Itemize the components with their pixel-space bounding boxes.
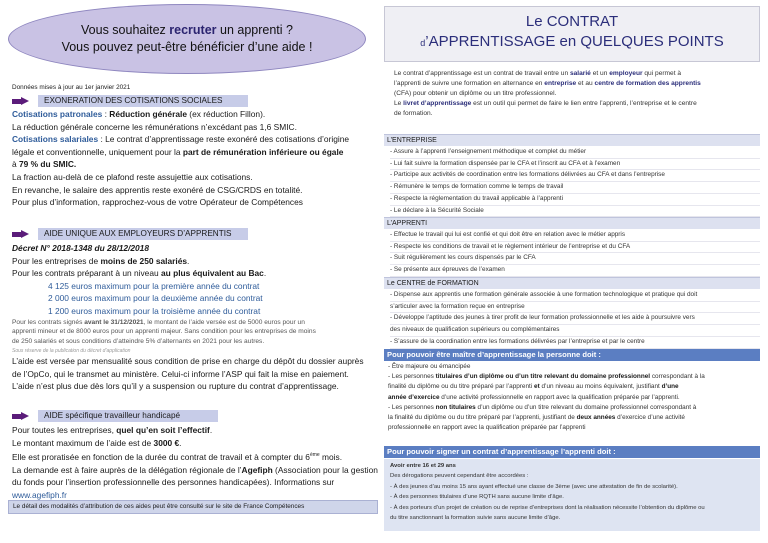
signer-block: [384, 459, 760, 531]
intro-line: l’apprenti de suivre une formation en alternance en entreprise et au centre de formation des apprentis: [394, 79, 701, 87]
text-line: La réduction générale concerne les rémunérations n’excédant pas 1,6 SMIC.: [12, 121, 297, 132]
entreprise-list: [384, 147, 760, 217]
list-item: - S’assure de la coordination entre les formations délivrées par l’entreprise et par le centre: [390, 337, 760, 349]
list-item: - Développe l’aptitude des jeunes à tirer profit de leur formation professionnelle et les aide à poursuivre vers: [390, 313, 760, 325]
text-line: Des dérogations peuvent cependant être accordées :: [390, 473, 529, 480]
intro-line: Le livret d’apprentissage est un outil qui permet de faire le lien entre l’apprenti, l’entreprise et le centre: [394, 99, 697, 107]
amount-year-3: 1 200 euros maximum pour la troisième année du contrat: [48, 305, 261, 316]
section-title: AIDE spécifique travailleur handicapé: [38, 410, 218, 422]
list-item: - Dispense aux apprentis une formation générale associée à une formation technologique et pratique qui doit: [390, 290, 760, 302]
note-line: de 250 salariés et sous conditions d’atteindre 5% d’alternants en 2021 pour les autres.: [12, 337, 265, 345]
text-line: Pour toutes les entreprises, quel qu’en soit l’effectif.: [12, 425, 213, 435]
headline-line-2: Vous pouvez peut-être bénéficier d’une aide !: [61, 40, 313, 54]
list-item: - Participe aux activités de coordination entre les formations délivrées au CFA et dans l’entreprise: [390, 170, 760, 182]
section-title-row: [12, 228, 378, 240]
update-note: Données mises à jour au 1er janvier 2021: [12, 84, 131, 91]
headline-line-1: Vous souhaitez recruter un apprenti ?: [81, 23, 293, 37]
signer-header: Pour pouvoir signer un contrat d’apprentissage l’apprenti doit :: [384, 446, 760, 458]
decree-ref: Décret N° 2018-1348 du 28/12/2018: [12, 243, 149, 253]
text-line: Elle est proratisée en fonction de la durée du contrat de travail et à compter du 6ème mois.: [12, 451, 343, 462]
text-line: du titre sanctionnant la formation suivie sans aucune limite d’âge.: [390, 515, 561, 522]
list-item: des niveaux de qualification supérieurs ou complémentaires: [390, 325, 760, 337]
text-line: - Les personnes non titulaires d’un diplôme ou d’un titre relevant du domaine professionnel correspondant à: [388, 403, 697, 411]
note-line: Pour les contrats signés avant le 31/12/2021, le montant de l’aide versée est de 5000 euros pour un: [12, 318, 305, 326]
list-item: - Respecte la réglementation du travail applicable à l’apprenti: [390, 194, 760, 206]
cfa-list: [384, 290, 760, 349]
list-item: - Se présente aux épreuves de l’examen: [390, 265, 760, 277]
text-line: de l’OpCo, qui le transmet au ministère. Celui-ci informe l’ASP qui fait la mise en paiement.: [12, 368, 349, 379]
text-line: La demande est à faire auprès de la délégation régionale de l’Agefiph (Association pour la gestion: [12, 464, 378, 475]
maitre-block: [384, 362, 760, 433]
text-line: Pour les contrats préparant à un niveau au plus équivalent au Bac.: [12, 268, 267, 279]
text-line: - À des jeunes d’au moins 15 ans ayant effectué une classe de 3ème (avec une attestation de fin de scolarité).: [390, 483, 678, 490]
section-aide-unique: [12, 228, 378, 393]
text-line: professionnelle en rapport avec la qualification préparée par l’apprenti: [388, 424, 586, 432]
text-line: L’aide n’est plus due dès lors qu’il y a suspension ou rupture du contrat d’apprentissage.: [12, 381, 339, 392]
intro-line: (CFA) pour obtenir un diplôme ou un titre professionnel.: [394, 89, 557, 97]
text-line: du fonds pour l’insertion professionnelle des personnes handicapées). Informations sur: [12, 477, 335, 488]
intro-line: de formation.: [394, 109, 433, 117]
arrow-right-icon: [12, 97, 30, 106]
list-item: - Assure à l’apprenti l’enseignement méthodique et complet du métier: [390, 147, 760, 159]
text-line: Le montant maximum de l’aide est de 3000 €.: [12, 437, 182, 448]
agefiph-link[interactable]: www.agefiph.fr: [12, 489, 67, 500]
text-line: Pour les entreprises de moins de 250 salariés.: [12, 255, 190, 266]
reserve-note: Sous réserve de la publication du décret d’application: [12, 348, 131, 355]
section-handicap: [12, 410, 378, 501]
text-line: Avoir entre 16 et 29 ans: [390, 463, 456, 469]
text-line: - À des personnes titulaires d’une RQTH sans aucune limite d’âge.: [390, 494, 564, 501]
list-item: s’articuler avec la formation reçue en entreprise: [390, 302, 760, 314]
intro-line: Le contrat d’apprentissage est un contrat de travail entre un salarié et un employeur qui permet à: [394, 70, 682, 77]
arrow-right-icon: [12, 412, 30, 421]
text-line: - À des porteurs d’un projet de création ou de reprise d’entreprises dont la réalisation nécessite l’obtention du diplôme ou: [390, 504, 705, 511]
apprenti-header: L’APPRENTI: [384, 217, 760, 229]
section-title-row: [12, 95, 378, 107]
right-title-box: [384, 6, 760, 62]
text-line: année d’exercice d’une activité professionnelle en rapport avec la qualification préparée par l’apprenti.: [388, 393, 680, 401]
text-line: à 79 % du SMIC.: [12, 159, 77, 170]
text-line: légale et conventionnelle, uniquement pour la part de rémunération inférieure ou égale: [12, 146, 344, 157]
section-exoneration: [12, 95, 378, 209]
right-intro: [384, 64, 760, 130]
text-line: Cotisations patronales : Réduction générale (ex réduction Fillon).: [12, 109, 266, 119]
headline-oval: [8, 4, 366, 74]
list-item: - Le déclare à la Sécurité Sociale: [390, 206, 760, 218]
footer-note: Le détail des modalités d’attribution de ces aides peut être consulté sur le site de France Compétences: [8, 500, 378, 514]
text-line: En revanche, le salaire des apprentis reste exonéré de CSG/CRDS en totalité.: [12, 184, 303, 195]
text-line: - Les personnes titulaires d’un diplôme ou d’un titre relevant du domaine professionnel correspondant à la: [388, 373, 705, 381]
list-item: - Lui fait suivre la formation dispensée par le CFA et l’inscrit au CFA et à l’examen: [390, 159, 760, 171]
text-line: la finalité du diplôme ou du titre préparé par l’apprenti, justifiant de deux années d’exercice d’une activité: [388, 414, 685, 422]
text-line: Cotisations salariales : Le contrat d’apprentissage reste exonéré des cotisations d’origine: [12, 134, 350, 145]
text-line: - Être majeure ou émancipée: [388, 363, 471, 370]
apprenti-list: [384, 230, 760, 277]
list-item: - Rémunère le temps de formation comme le temps de travail: [390, 182, 760, 194]
entreprise-header: L’ENTREPRISE: [384, 134, 760, 146]
amount-year-1: 4 125 euros maximum pour la première année du contrat: [48, 280, 260, 291]
amount-year-2: 2 000 euros maximum pour la deuxième année du contrat: [48, 293, 263, 304]
section-title: EXONERATION DES COTISATIONS SOCIALES: [38, 95, 248, 107]
note-line: apprenti mineur et de 8000 euros pour un apprenti majeur. Sans condition pour les entreprises de moins: [12, 328, 316, 336]
list-item: - Respecte les conditions de travail et le règlement intérieur de l’entreprise et du CFA: [390, 242, 760, 254]
section-title: AIDE UNIQUE AUX EMPLOYEURS D’APPRENTIS: [38, 228, 248, 240]
text-line: L’aide est versée par mensualité sous condition de prise en charge du dépôt du dossier auprès: [12, 356, 364, 367]
text-line: La fraction au-delà de ce plafond reste assujettie aux cotisations.: [12, 171, 253, 182]
text-line: Pour plus d’information, rapprochez-vous de votre Opérateur de Compétences: [12, 197, 303, 208]
section-title-row: [12, 410, 378, 422]
text-line: finalité du diplôme ou du titre préparé par l’apprenti et d’un niveau au moins équivalent, justifiant d’une: [388, 383, 679, 391]
maitre-header: Pour pouvoir être maître d’apprentissage la personne doit :: [384, 349, 760, 361]
arrow-right-icon: [12, 230, 30, 239]
right-title-line-2: d’APPRENTISSAGE en QUELQUES POINTS: [420, 33, 724, 50]
list-item: - Effectue le travail qui lui est confié et qui doit être en relation avec le métier appris: [390, 230, 760, 242]
right-title-line-1: Le CONTRAT: [525, 13, 619, 30]
list-item: - Suit régulièrement les cours dispensés par le CFA: [390, 253, 760, 265]
cfa-header: Le CENTRE de FORMATION: [384, 277, 760, 289]
